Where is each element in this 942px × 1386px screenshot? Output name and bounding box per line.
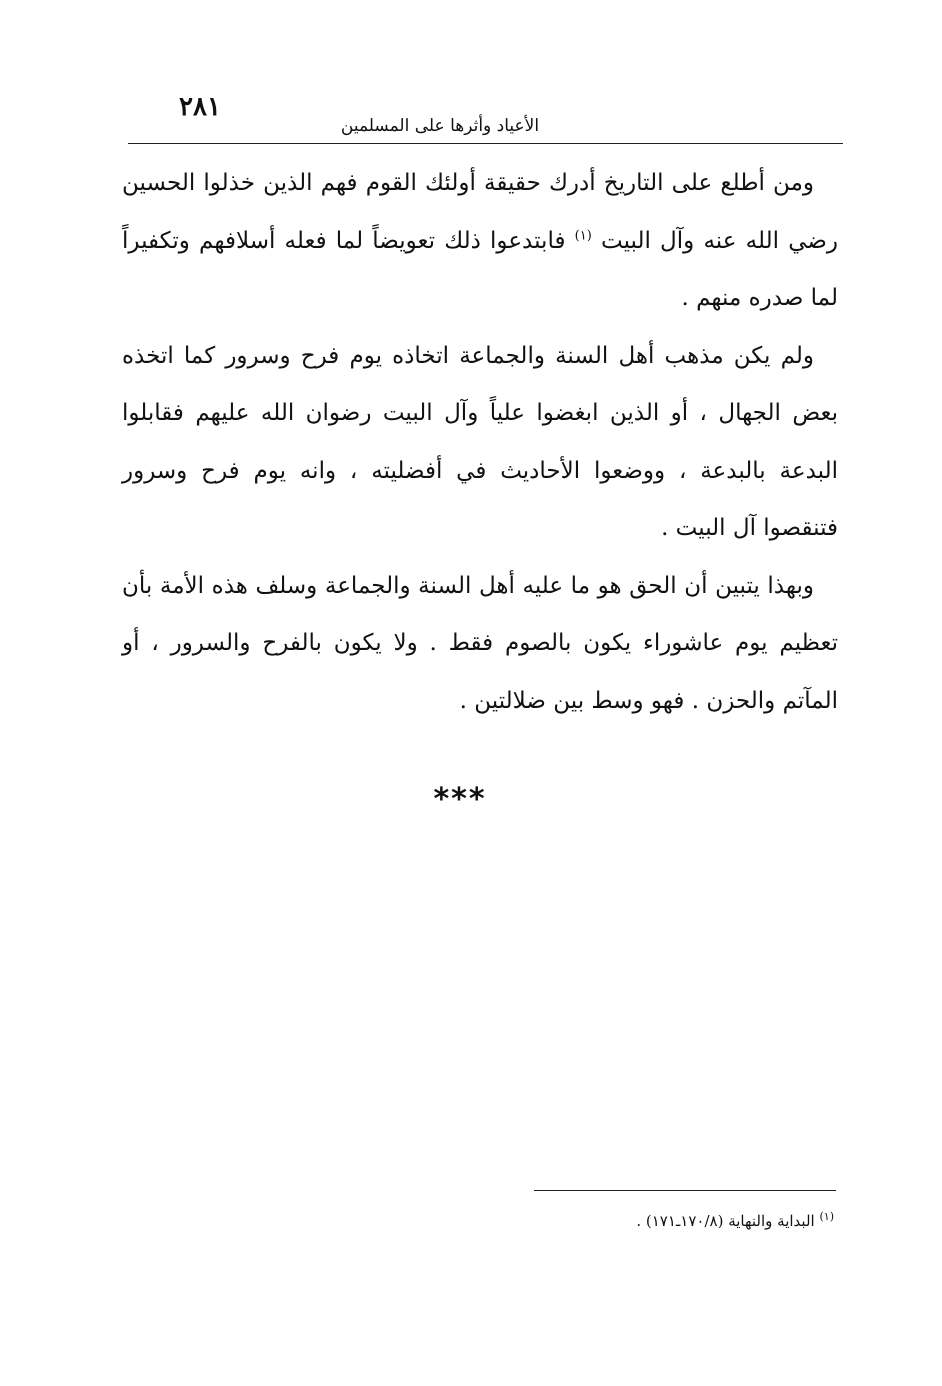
page-number: ٢٨١ [179,92,221,122]
paragraph-1 [122,155,838,328]
footnote-reference-1: (١) [574,227,592,243]
running-header-title: الأعياد وأثرها على المسلمين [340,116,540,136]
section-separator: *** [433,782,487,817]
paragraph-1-text-after-ref: فابتدعوا ذلك تعويضاً لما فعله أسلافهم وتكفيراً لما صدره منهم . [122,227,838,311]
footnote-1-text: البداية والنهاية (١٧٠/٨ـ١٧١) . [636,1212,815,1230]
paragraph-2: ولم يكن مذهب أهل السنة والجماعة اتخاذه يوم فرح وسرور كما اتخذه بعض الجهال ، أو الذين ابغضوا علياً وآل البيت رضوان الله عليهم فقابلوا البدعة بالبدعة ، ووضعوا الأحاديث في أفضليته ، وانه يوم فرح وسرور فتنقصوا آل البيت . [122,342,838,541]
header-rule [128,143,843,144]
paragraph-1-text-before-ref: ومن أطلع على التاريخ أدرك حقيقة أولئك القوم فهم الذين خذلوا الحسين رضي الله عنه وآل البيت [122,170,838,254]
footnote-1 [430,1210,834,1230]
body-text [122,155,838,730]
paragraph-3: وبهذا يتبين أن الحق هو ما عليه أهل السنة والجماعة وسلف هذه الأمة بأن تعظيم يوم عاشوراء يكون بالصوم فقط . ولا يكون بالفرح والسرور ، أو المآتم والحزن . فهو وسط بين ضلالتين . [122,572,838,714]
footnote-1-mark: (١) [819,1210,834,1223]
footnote-rule [534,1190,836,1191]
